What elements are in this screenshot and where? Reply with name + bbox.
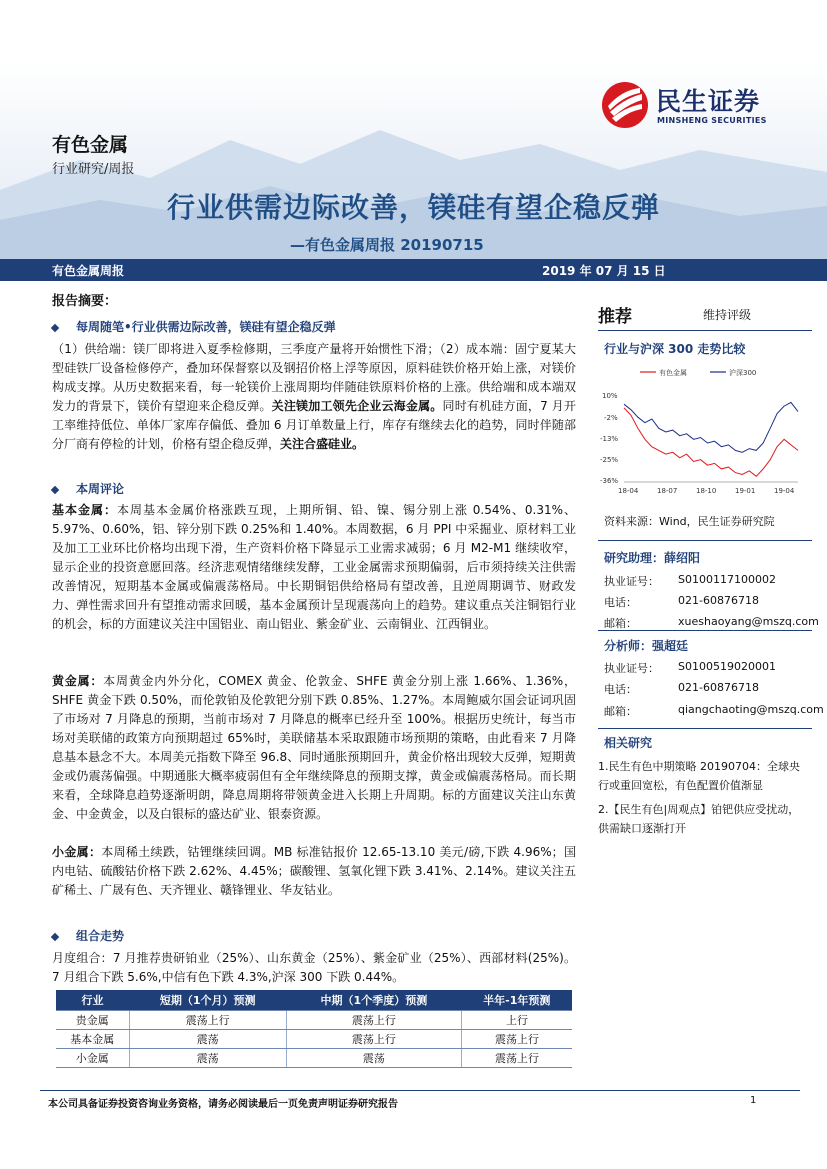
sector-name: 有色金属: [52, 134, 129, 156]
logo-english-name: MINSHENG SECURITIES: [657, 116, 767, 125]
table-header-cell: 短期（1个月）预测: [129, 990, 286, 1011]
legend-label: 有色金属: [659, 369, 687, 377]
divider: [598, 630, 812, 631]
bullet-icon: [51, 485, 59, 493]
analyst-cert: S0100519020001: [678, 660, 776, 673]
legend-label: 沪深300: [729, 369, 757, 377]
y-tick-label: -13%: [600, 435, 619, 443]
assistant-email-label: 邮箱：: [604, 617, 637, 630]
y-tick-label: -2%: [604, 414, 618, 422]
divider: [598, 330, 812, 331]
band-date: 2019 年 07 月 15 日: [542, 264, 666, 278]
table-cell: 贵金属: [56, 1011, 129, 1030]
table-cell: 震荡: [129, 1049, 286, 1068]
report-title: 行业供需边际改善，镁硅有望企稳反弹: [166, 191, 660, 224]
table-header-cell: 半年-1年预测: [462, 990, 573, 1011]
table-cell: 上行: [462, 1011, 573, 1030]
chart-legend: [640, 368, 756, 377]
x-tick-label: 18-07: [657, 487, 678, 495]
comparison-chart: [598, 362, 812, 500]
precious-metals-paragraph: 黄金属：本周黄金内外分化，COMEX 黄金、伦敦金、SHFE 黄金分别上涨 1.66%、1.36%，SHFE 黄金下跌 0.50%，而伦敦铂及伦敦钯分别下跌 0.85%、1.27%。本周鲍威尔国会证词巩固了市场对 7 月降息的预期，当前市场对 7 月降息的概率已经升至 100%。根据历史统计，每当市场对美联储的政策方向预期超过 65%时，美联储基本采取跟随市场预期的策略，由此看来 7 月降息基本悬念不大。本周美元指数下降至 96.8、同时通胀预期回升，黄金价格出现较大反弹，短期黄金或仍震荡偏强。中期通胀大概率疲弱但有全年继续降息的预期支撑，黄金或偏震荡格局。而长期来看，全球降息趋势逐渐明朗，降息周期将带领黄金进入长期上升周期。标的方面建议关注山东黄金、中金黄金，以及白银标的盛达矿业、银泰资源。: [52, 674, 576, 821]
divider: [598, 728, 812, 729]
forecast-table: [56, 990, 572, 1068]
table-header-row: [56, 990, 572, 1011]
analyst-phone: 021-60876718: [678, 681, 759, 694]
minor-metals-paragraph: 小金属：本周稀土续跌，钴锂继续回调。MB 标准钴报价 12.65-13.10 美元/磅,下跌 4.96%；国内电钴、硫酸钴价格下跌 2.62%、4.45%；碳酸锂、氢氧化锂下跌 3.41%、2.14%。建议关注五矿稀土、广晟有色、天齐锂业、赣锋锂业、华友钴业。: [52, 845, 576, 897]
analyst-cert-label: 执业证号：: [604, 662, 659, 675]
assistant-cert: S0100117100002: [678, 573, 776, 586]
related-item[interactable]: 1.民生有色中期策略 20190704：全球央行或重回宽松，有色配置价值渐显: [598, 760, 800, 792]
table-cell: 震荡上行: [462, 1049, 573, 1068]
y-tick-label: 10%: [602, 392, 618, 400]
table-cell: 震荡: [129, 1030, 286, 1049]
rating-action: 维持评级: [703, 308, 752, 322]
title-band: [0, 259, 827, 281]
chart-source: 资料来源：Wind，民生证券研究院: [604, 515, 775, 528]
assistant-phone-label: 电话：: [604, 596, 637, 609]
table-row: [56, 1049, 572, 1068]
table-row: [56, 1011, 572, 1030]
analyst-email-label: 邮箱：: [604, 705, 637, 718]
table-cell: 震荡上行: [129, 1011, 286, 1030]
table-header-cell: 中期（1个季度）预测: [286, 990, 461, 1011]
band-series-name: 有色金属周报: [52, 264, 125, 278]
related-item[interactable]: 2.【民生有色|周观点】铂钯供应受扰动，供需缺口逐渐打开: [598, 803, 800, 835]
x-tick-label: 18-04: [618, 487, 639, 495]
x-tick-label: 19-04: [774, 487, 795, 495]
bullet-icon: [51, 932, 59, 940]
assistant-cert-label: 执业证号：: [604, 575, 659, 588]
analyst-phone-label: 电话：: [604, 683, 637, 696]
rating-label: 推荐: [598, 307, 632, 327]
assistant-email[interactable]: xueshaoyang@mszq.com: [678, 615, 819, 628]
logo-chinese-name: 民生证券: [656, 87, 761, 116]
table-cell: 震荡: [286, 1049, 461, 1068]
assistant-phone: 021-60876718: [678, 594, 759, 607]
table-cell: 小金属: [56, 1049, 129, 1068]
table-cell: 震荡上行: [286, 1011, 461, 1030]
portfolio-paragraph: 月度组合：7 月推荐贵研铂业（25%）、山东黄金（25%）、紫金矿业（25%）、西部材料(25%)。7 月组合下跌 5.6%,中信有色下跌 4.3%,沪深 300 下跌 0.44%。: [52, 951, 576, 984]
footer-divider: [40, 1090, 800, 1091]
x-tick-label: 19-01: [735, 487, 756, 495]
table-cell: 基本金属: [56, 1030, 129, 1049]
divider: [598, 540, 812, 541]
report-type: 行业研究/周报: [52, 162, 135, 177]
analyst-email[interactable]: qiangchaoting@mszq.com: [678, 703, 824, 716]
minsheng-logo-icon: [600, 80, 650, 130]
analyst-heading: 分析师：强超廷: [604, 639, 689, 653]
abstract-label: 报告摘要：: [52, 294, 118, 309]
table-row: [56, 1030, 572, 1049]
section-heading-review: 本周评论: [52, 480, 576, 499]
table-cell: 震荡上行: [286, 1030, 461, 1049]
chart-title: 行业与沪深 300 走势比较: [604, 342, 746, 356]
table-header-cell: 行业: [56, 990, 129, 1011]
y-tick-label: -25%: [600, 456, 619, 464]
table-cell: 震荡上行: [462, 1030, 573, 1049]
y-tick-label: -36%: [600, 477, 619, 485]
x-tick-label: 18-10: [696, 487, 717, 495]
bullet-icon: [51, 323, 59, 331]
base-metals-paragraph: 基本金属：本周基本金属价格涨跌互现，上期所铜、铅、镍、锡分别上涨 0.54%、0.31%、5.97%、0.60%，铝、锌分别下跌 0.25%和 1.40%。本周数据，6 月 PPI 中采掘业、原材料工业及加工工业环比价格均出现下滑，生产资料价格下降显示工业需求减弱；6 月 M2-M1 继续收窄，显示企业的投资意愿回落。经济悲观情绪继续发酵，工业金属需求预期偏弱，后市须持续关注供需改善情况，短期基本金属或偏震荡格局。中长期铜铝供给格局有望改善，且逆周期调节、财政发力、弹性需求回升有望推动需求回暖，基本金属预计呈现震荡向上的趋势。建议重点关注铜铝行业的机会，标的方面建议关注中国铝业、南山铝业、紫金矿业、云南铜业、江西铜业。: [52, 503, 576, 631]
footer-disclaimer: 本公司具备证券投资咨询业务资格，请务必阅读最后一页免责声明证券研究报告: [48, 1099, 398, 1110]
report-subtitle: —有色金属周报 20190715: [290, 236, 484, 254]
weekly-essay-paragraph: （1）供给端：镁厂即将进入夏季检修期，三季度产量将开始惯性下滑；（2）成本端：固宁夏某大型硅铁厂设备检修停产，叠加环保督察以及钢招价格上浮等原因，原料硅铁价格开始上涨，对镁价构成支撑。从历史数据来看，每一轮镁价上涨周期均伴随硅铁原料价格的上涨。供给端和成本端双发力的背景下，镁价有望迎来企稳反弹。关注镁加工领先企业云海金属。同时有机硅方面，7 月开工率维持低位、单体厂家库存偏低、叠加 6 月订单数量上行，库存有继续去化的趋势，同时伴随部分厂商有停检的计划，价格有望企稳反弹，关注合盛硅业。: [52, 342, 576, 451]
page-number: 1: [750, 1095, 757, 1106]
section-heading-weekly: 每周随笔•行业供需边际改善，镁硅有望企稳反弹: [52, 318, 576, 337]
section-heading-portfolio: 组合走势: [52, 927, 576, 946]
related-research-heading: 相关研究: [604, 736, 653, 750]
assistant-heading: 研究助理：薛绍阳: [604, 551, 701, 565]
